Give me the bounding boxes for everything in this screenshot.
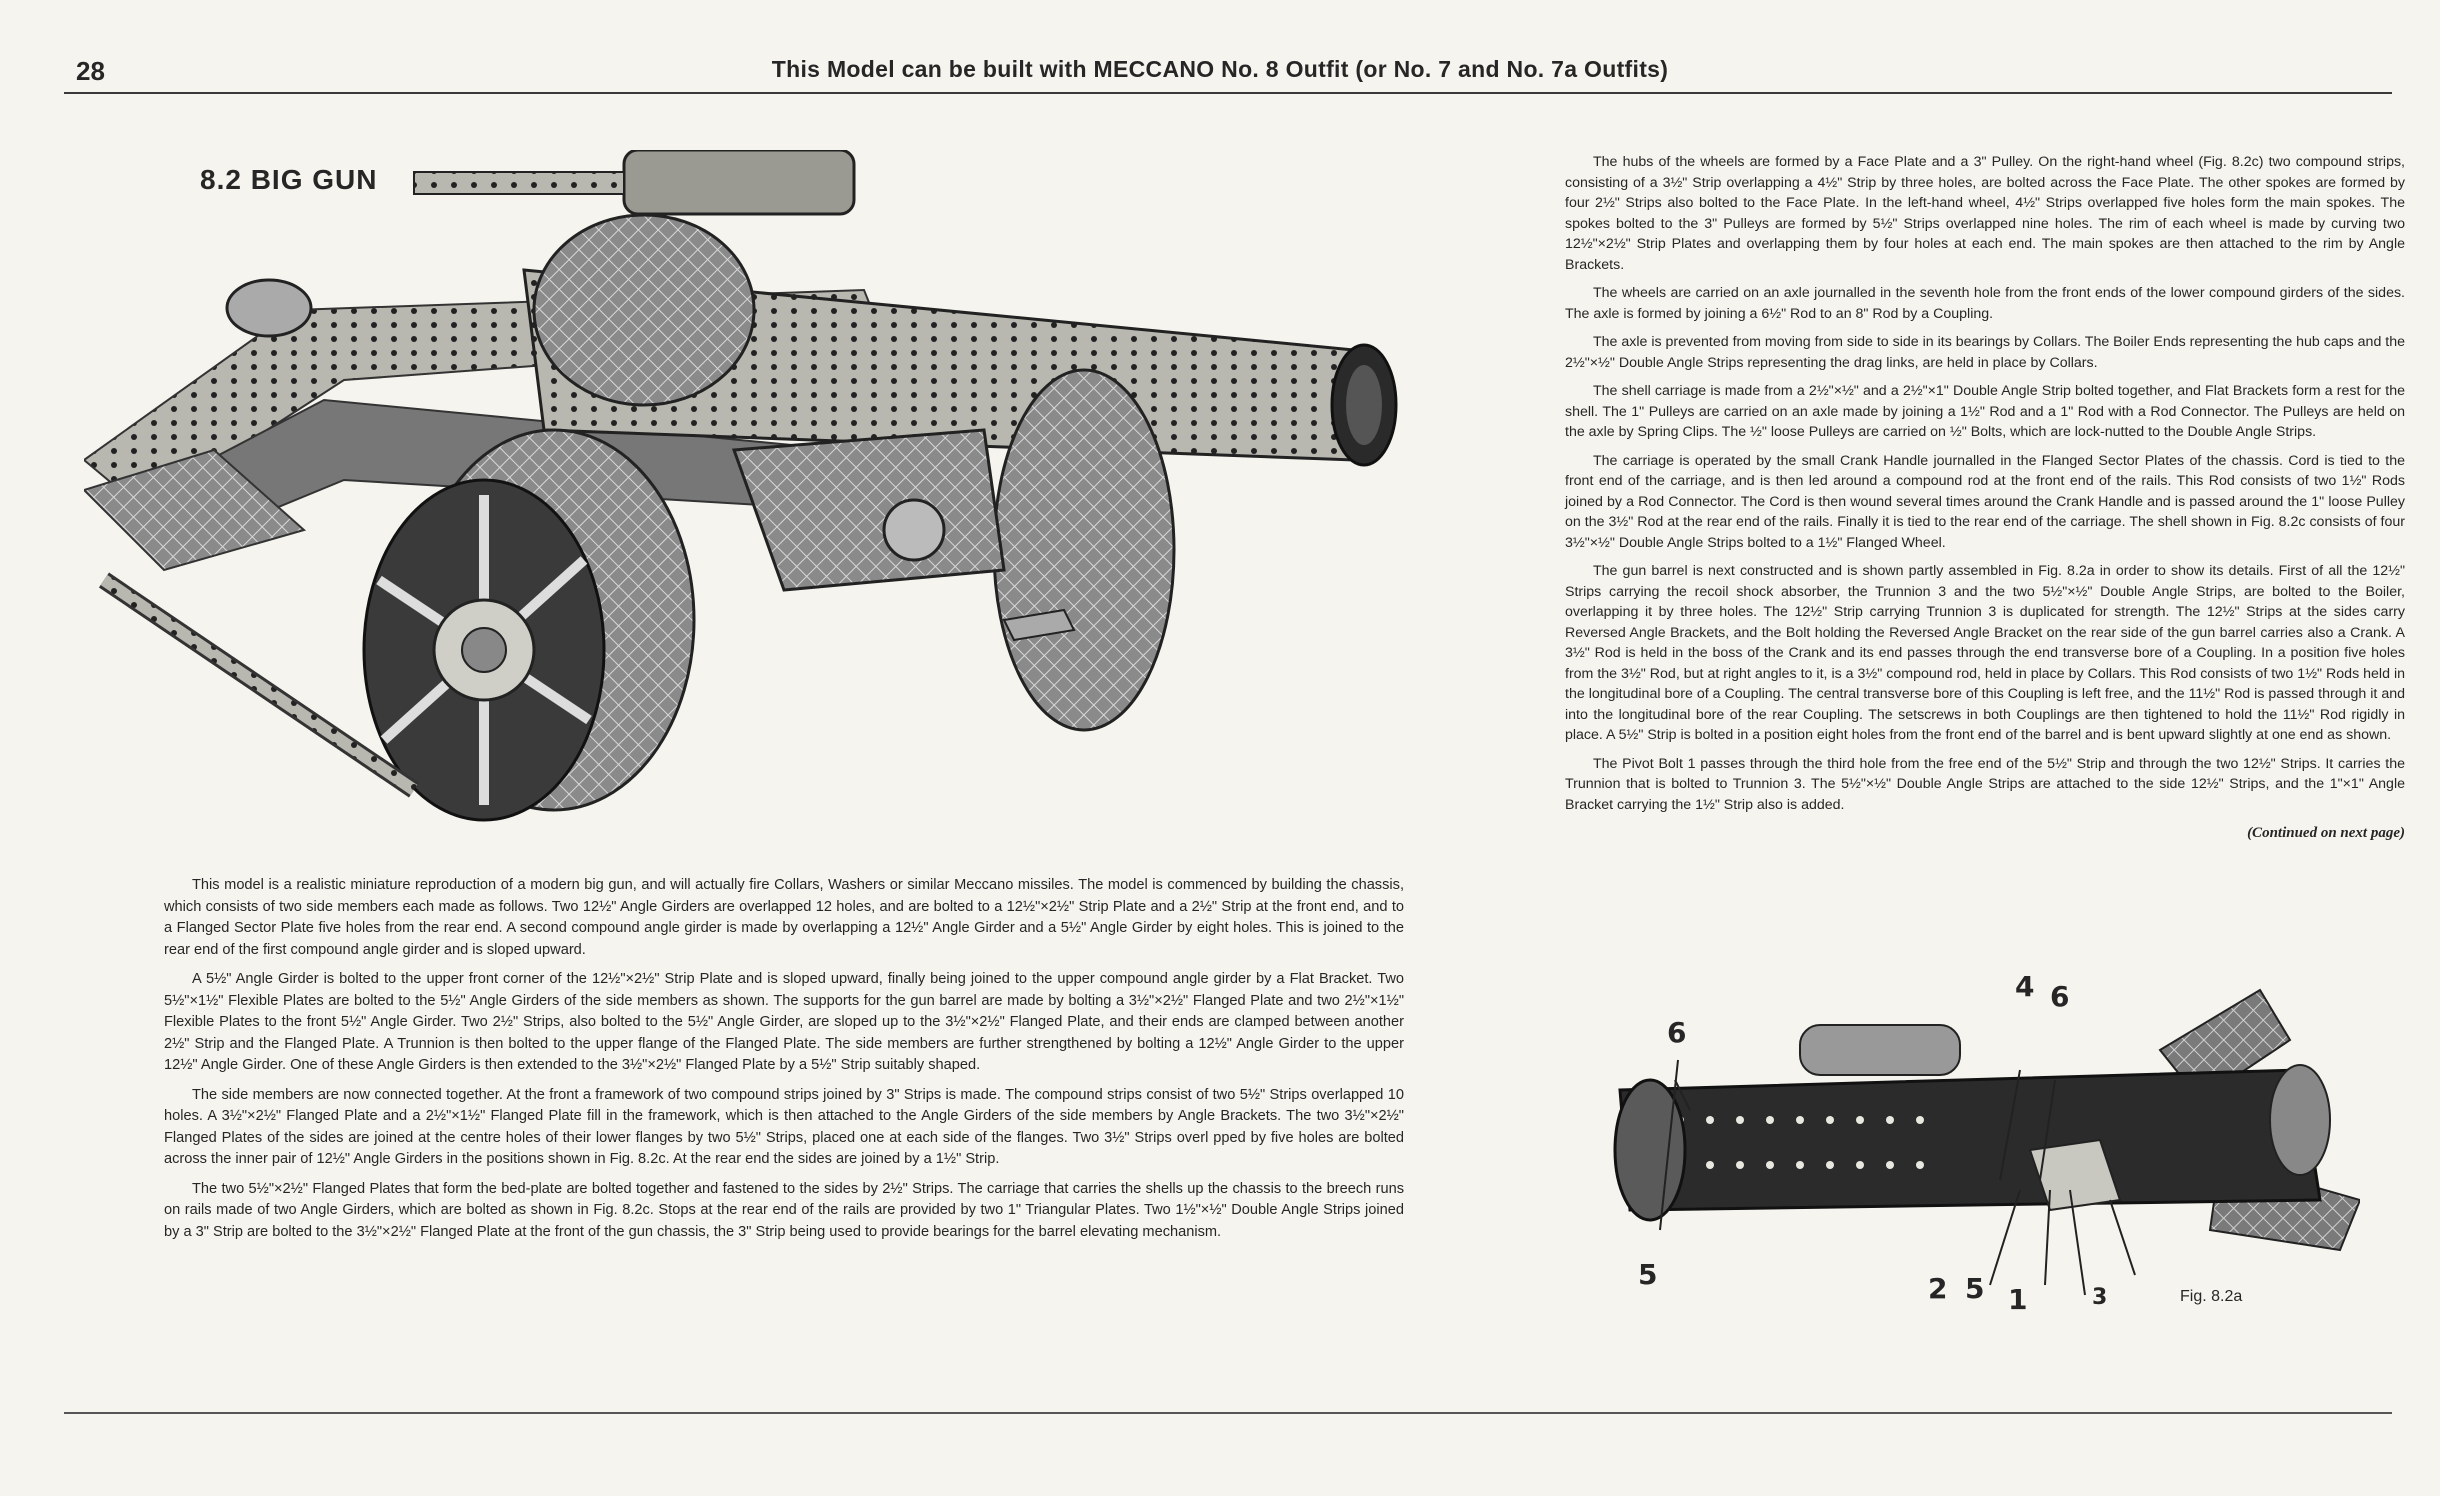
callout-5-right: 5 xyxy=(1965,1272,1985,1305)
paragraph: A 5½" Angle Girder is bolted to the upper front corner of the 12½"×2½" Strip Plate and is sloped upward, finally being joined to the upper compound angle girder by a Flat Bracket. Two 5½"×1½" Flexible Plates are bolted to the 5½" Angle Girders of the side members as shown. The supports for the gun barrel are made by bolting a 3½"×2½" Flanged Plate and two 2½"×1½" Flexible Plates to the front 5½" Angle Girder. Two 2½" Strips, also bolted to the 5½" Angle Girder, are sloped up to the 3½"×2½" Flanged Plate, and their ends are clamped between another 2½" Strip and the Flanged Plate. A Trunnion is then bolted to the upper flange of the Flanged Plate. The side members are further strengthened by bolting a 12½" Angle Girder to the upper 12½" Angle Girder. One of these Angle Girders is then extended to the 3½"×2½" Flanged Plate by a 5½" Strip suitably shaped. xyxy=(164,971,1404,1073)
big-gun-illustration xyxy=(84,150,1424,830)
paragraph: The wheels are carried on an axle journalled in the seventh hole from the front ends of the lower compound girders of the sides. The axle is formed by joining a 6½" Rod to an 8" Rod by a Coupling. xyxy=(1565,285,2405,322)
paragraph: The two 5½"×2½" Flanged Plates that form the bed-plate are bolted together and fastened to the sides by 2½" Strips. The carriage that carries the shells up the chassis to the breech runs on rails made of two Angle Girders, which are bolted as shown in Fig. 8.2c. Stops at the rear end of the rails are provided by two 1" Triangular Plates. Two 1½"×½" Double Angle Strips joined by a 3" Strip are bolted to the 3½"×2½" Flanged Plate at the front of the gun chassis, the 3" Strip being used to provide bearings for the barrel elevating mechanism. xyxy=(164,1180,1404,1240)
continued-note: (Continued on next page) xyxy=(2247,825,2405,841)
paragraph: The shell carriage is made from a 2½"×½" and a 2½"×1" Double Angle Strip bolted together, and Flat Brackets form a rest for the shell. The 1" Pulleys are carried on an axle made by joining a 1½" Rod and a 1" Rod with a Rod Connector. The Pulleys are held on the axle by Spring Clips. The ½" loose Pulleys are carried on ½" Bolts, which are lock-nutted to the Double Angle Strips. xyxy=(1565,383,2405,440)
callout-6-left: 6 xyxy=(1667,1016,1687,1049)
page-header-title: This Model can be built with MECCANO No. 8 Outfit (or No. 7 and No. 7a Outfits) xyxy=(771,56,1669,82)
paragraph: The carriage is operated by the small Crank Handle journalled in the Flanged Sector Plates of the chassis. Cord is tied to the front end of the carriage, and is then led around a compound rod at the front end of the rails. This Rod consists of two 1½" Rods joined by a Rod Connector. The Cord is then wound several times around the Crank Handle and is passed around the 1" loose Pulley on the 3½" Rod at the rear end of the rails. Finally it is tied to the rear end of the carriage. The shell shown in Fig. 8.2c consists of four 3½"×½" Double Angle Strips bolted to a 1½" Flanged Wheel. xyxy=(1565,452,2405,551)
right-column-text xyxy=(1565,152,2405,844)
paragraph: The side members are now connected together. At the front a framework of two compound strips joined by 3" Strips is made. The compound strips consist of two 5½" Strips overlapped 10 holes. A 3½"×2½" Flanged Plate and a 2½"×1½" Flanged Plate fill in the framework, which is then attached to the Angle Girders of the side members by Angle Brackets. The two 3½"×2½" Flanged Plates of the sides are joined at the centre holes of their lower flanges by two 5½" Strips, placed one at each side of the flanges. Two 3½" Strips overl pped by five holes are bolted across the inner pair of 12½" Angle Girders in the positions shown in Fig. 8.2c. At the rear end the sides are joined by a 1½" Strip. xyxy=(164,1086,1404,1167)
figure-caption: Fig. 8.2a xyxy=(2180,1288,2243,1305)
callout-5-left: 5 xyxy=(1638,1258,1658,1291)
callout-4: 4 xyxy=(2015,970,2035,1003)
paragraph: The axle is prevented from moving from side to side in its bearings by Collars. The Boiler Ends representing the hub caps and the 2½"×½" Double Angle Strips representing the drag links, are held in place by Collars. xyxy=(1565,334,2406,371)
callout-3: 3 xyxy=(2092,1285,2108,1310)
page-number: 28 xyxy=(76,56,105,86)
paragraph: The hubs of the wheels are formed by a Face Plate and a 3" Pulley. On the right-hand wheel (Fig. 8.2c) two compound strips, consisting of a 3½" Strip overlapping a 4½" Strip by three holes, are bolted across the Face Plate. The other spokes are formed by four 2½" Strips also bolted to the Face Plate. In the left-hand wheel, 4½" Strips overlapped five holes form the main spokes. The spokes bolted to the 3" Pulleys are formed by 5½" Strips overlapped nine holes. The rim of each wheel is made by curving two 12½"×2½" Strip Plates and overlapping them by four holes at each end. The main spokes are then attached to the rim by Angle Brackets. xyxy=(1565,154,2405,273)
callout-1: 1 xyxy=(2008,1283,2028,1316)
model-title: 8.2 BIG GUN xyxy=(200,164,378,195)
header-rule xyxy=(64,92,2392,94)
left-column-text xyxy=(164,875,1404,1251)
paragraph: The gun barrel is next constructed and is shown partly assembled in Fig. 8.2a in order to show its details. First of all the 12½" Strips carrying the recoil shock absorber, the Trunnion 3 and the two 5½"×½" Double Angle Strips, are bolted to the Boiler, overlapping it by three holes. The 12½" Strip carrying Trunnion 3 is duplicated for strength. The 12½" Strips at the sides carry Reversed Angle Brackets, and the Bolt holding the Reversed Angle Bracket on the rear side of the gun barrel carries also a Crank. A 3½" Rod is held in the boss of the Crank and its end passes through the end transverse bore of a Coupling. In a position five holes from the 3½" Rod, but at right angles to it, is a 3½" compound rod, held in place by Collars. This Rod consists of two 1½" Rods held in the longitudinal bore of a Coupling. The central transverse bore of this Coupling is left free, and the 11½" Rod is passed through it and into the longitudinal bore of the rear Coupling. The setscrews in both Couplings are then tightened to hold the 11½" Rod rigidly in place. A 5½" Strip is bolted in a position eight holes from the front end of the barrel and is bent upward slightly at one end as shown. xyxy=(1565,563,2405,743)
paragraph: This model is a realistic miniature reproduction of a modern big gun, and will actually fire Collars, Washers or similar Meccano missiles. The model is commenced by building the chassis, which consists of two side members each made as follows. Two 12½" Angle Girders are overlapped 12 holes, and are bolted to a 12½"×2½" Strip Plate and a 2½" Strip at the front end, and to a Flanged Sector Plate five holes from the rear end. A second compound angle girder is made by overlapping a 12½" Angle Girder and a 5½" Angle Girder by eight holes. This is joined to the rear end of the first compound angle girder and is sloped upward. xyxy=(164,877,1404,958)
callout-2: 2 xyxy=(1928,1272,1948,1305)
paragraph: The Pivot Bolt 1 passes through the third hole from the free end of the 5½" Strip and through the two 12½" Strips. It carries the Trunnion that is bolted to Trunnion 3. The 5½"×½" Double Angle Strips are attached to the side 12½" Strips, and the 1"×1" Angle Bracket carrying the 1½" Strip also is added. xyxy=(1565,755,2405,813)
footer-rule xyxy=(64,1412,2392,1414)
callout-6-right: 6 xyxy=(2050,980,2070,1013)
